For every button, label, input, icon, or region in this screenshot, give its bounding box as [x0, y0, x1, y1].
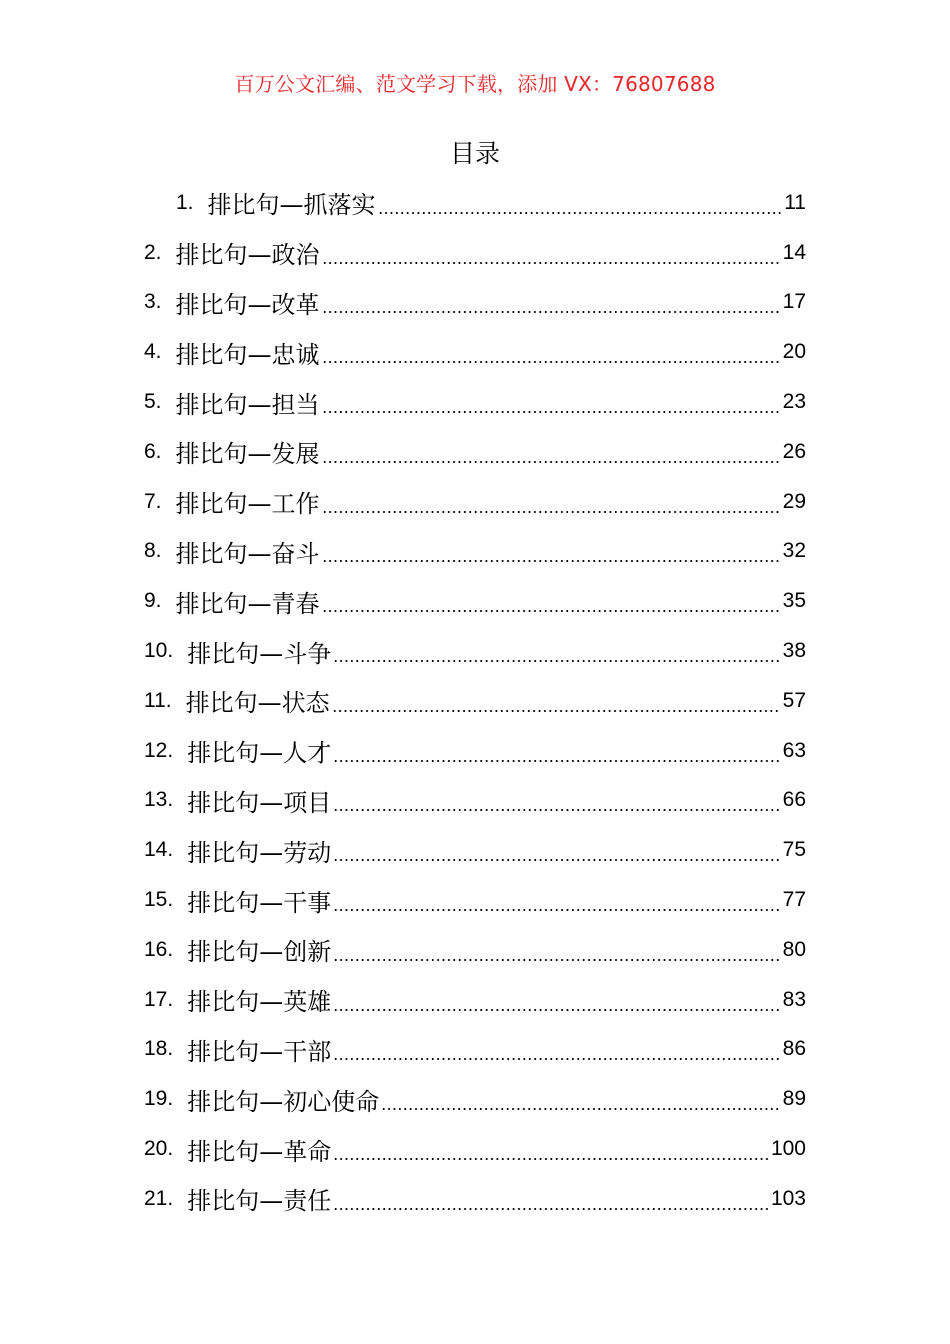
- table-of-contents: [0, 178, 950, 1224]
- toc-entry-number: 9.: [144, 589, 162, 613]
- header-note: 百万公文汇编、范文学习下载，添加 VX：76807688: [234, 72, 716, 96]
- toc-entry-title: 排比句—担当: [175, 390, 320, 419]
- toc-entry[interactable]: [0, 377, 950, 427]
- toc-entry[interactable]: [0, 626, 950, 676]
- toc-entry-title: 排比句—青春: [175, 589, 320, 618]
- toc-entry-title: 排比句—改革: [175, 290, 320, 319]
- toc-entry-page-number: 57: [782, 688, 806, 712]
- toc-entry[interactable]: [0, 825, 950, 875]
- toc-entry-title: 排比句—奋斗: [175, 539, 320, 568]
- toc-entry-page-number: 66: [782, 788, 806, 812]
- toc-dot-leader: [333, 760, 780, 762]
- toc-entry-page-number: 35: [782, 589, 806, 613]
- toc-entry-page-number: 103: [770, 1186, 806, 1210]
- toc-entry-number: 15.: [144, 888, 174, 912]
- toc-entry-title: 排比句—责任: [187, 1187, 332, 1216]
- toc-entry-page-number: 23: [782, 390, 806, 414]
- toc-dot-leader: [322, 511, 781, 513]
- toc-entry-number: 8.: [144, 539, 162, 563]
- toc-entry[interactable]: [0, 278, 950, 328]
- toc-entry-page-number: 80: [782, 937, 806, 961]
- toc-entry-title: 排比句—发展: [175, 440, 320, 469]
- toc-dot-leader: [333, 909, 780, 911]
- toc-entry[interactable]: [0, 776, 950, 826]
- toc-entry-title: 排比句—英雄: [187, 988, 332, 1017]
- toc-dot-leader: [333, 859, 780, 861]
- toc-entry[interactable]: [0, 576, 950, 626]
- toc-entry-page-number: 86: [782, 1037, 806, 1061]
- toc-entry-title: 排比句—劳动: [187, 838, 332, 867]
- toc-entry[interactable]: [0, 975, 950, 1025]
- toc-entry[interactable]: [0, 228, 950, 278]
- toc-entry-page-number: 17: [782, 290, 806, 314]
- toc-entry-page-number: 38: [782, 639, 806, 663]
- toc-entry-title: 排比句—政治: [175, 241, 320, 270]
- toc-dot-leader: [322, 461, 781, 463]
- toc-entry-title: 排比句—工作: [175, 490, 320, 519]
- toc-entry[interactable]: [0, 527, 950, 577]
- toc-entry-number: 12.: [144, 738, 174, 762]
- toc-dot-leader: [333, 1208, 769, 1210]
- toc-entry-number: 10.: [144, 639, 174, 663]
- toc-entry[interactable]: [0, 1124, 950, 1174]
- toc-entry-number: 14.: [144, 838, 174, 862]
- toc-dot-leader: [333, 809, 780, 811]
- toc-entry-title: 排比句—状态: [185, 689, 330, 718]
- toc-entry[interactable]: [0, 477, 950, 527]
- toc-entry-number: 19.: [144, 1087, 174, 1111]
- toc-dot-leader: [381, 1108, 780, 1110]
- toc-entry-title: 排比句—革命: [187, 1137, 332, 1166]
- toc-entry-number: 17.: [144, 987, 174, 1011]
- toc-entry[interactable]: [0, 1074, 950, 1124]
- toc-entry-title: 排比句—干部: [187, 1037, 332, 1066]
- toc-entry[interactable]: [0, 875, 950, 925]
- toc-dot-leader: [332, 710, 781, 712]
- toc-entry-page-number: 26: [782, 439, 806, 463]
- toc-entry-number: 4.: [144, 340, 162, 364]
- toc-entry-number: 7.: [144, 489, 162, 513]
- toc-entry-page-number: 83: [782, 987, 806, 1011]
- toc-entry-title: 排比句—初心使命: [187, 1087, 380, 1116]
- toc-dot-leader: [322, 560, 781, 562]
- toc-entry-number: 6.: [144, 439, 162, 463]
- toc-dot-leader: [333, 959, 780, 961]
- toc-entry-title: 排比句—干事: [187, 888, 332, 917]
- toc-entry[interactable]: [0, 427, 950, 477]
- toc-entry-number: 18.: [144, 1037, 174, 1061]
- toc-entry-title: 排比句—忠诚: [175, 340, 320, 369]
- toc-title: 目录: [449, 139, 500, 168]
- toc-entry[interactable]: [0, 327, 950, 377]
- toc-entry-number: 2.: [144, 240, 162, 264]
- toc-dot-leader: [322, 262, 781, 264]
- toc-entry-number: 5.: [144, 390, 162, 414]
- toc-entry-number: 21.: [144, 1186, 174, 1210]
- toc-entry-title: 排比句—斗争: [187, 639, 332, 668]
- toc-entry-number: 3.: [144, 290, 162, 314]
- toc-entry-number: 13.: [144, 788, 174, 812]
- toc-entry-page-number: 63: [782, 738, 806, 762]
- toc-entry-page-number: 75: [782, 838, 806, 862]
- toc-dot-leader: [333, 660, 780, 662]
- toc-entry-page-number: 11: [784, 190, 806, 214]
- toc-dot-leader: [322, 311, 781, 313]
- toc-entry-number: 16.: [144, 937, 174, 961]
- toc-entry-number: 1.: [176, 190, 194, 214]
- toc-entry[interactable]: [0, 1174, 950, 1224]
- toc-entry-page-number: 89: [782, 1087, 806, 1111]
- toc-entry-page-number: 32: [782, 539, 806, 563]
- toc-entry-page-number: 29: [782, 489, 806, 513]
- toc-entry-title: 排比句—人才: [187, 739, 332, 768]
- toc-entry-page-number: 14: [782, 240, 806, 264]
- toc-dot-leader: [322, 610, 781, 612]
- toc-entry[interactable]: [0, 676, 950, 726]
- toc-entry-page-number: 20: [782, 340, 806, 364]
- toc-entry-number: 11.: [144, 688, 172, 712]
- toc-entry-title: 排比句—创新: [187, 938, 332, 967]
- toc-entry-number: 20.: [144, 1137, 174, 1161]
- toc-entry-title: 排比句—抓落实: [207, 191, 376, 220]
- toc-dot-leader: [322, 361, 781, 363]
- toc-dot-leader: [322, 411, 781, 413]
- toc-dot-leader: [333, 1058, 780, 1060]
- toc-entry[interactable]: [0, 925, 950, 975]
- toc-entry-page-number: 77: [782, 888, 806, 912]
- toc-entry[interactable]: [0, 178, 950, 228]
- toc-entry[interactable]: [0, 726, 950, 776]
- toc-dot-leader: [333, 1009, 780, 1011]
- toc-entry-page-number: 100: [770, 1137, 806, 1161]
- toc-dot-leader: [333, 1158, 769, 1160]
- toc-entry-title: 排比句—项目: [187, 788, 332, 817]
- toc-dot-leader: [378, 212, 783, 214]
- toc-entry[interactable]: [0, 1025, 950, 1075]
